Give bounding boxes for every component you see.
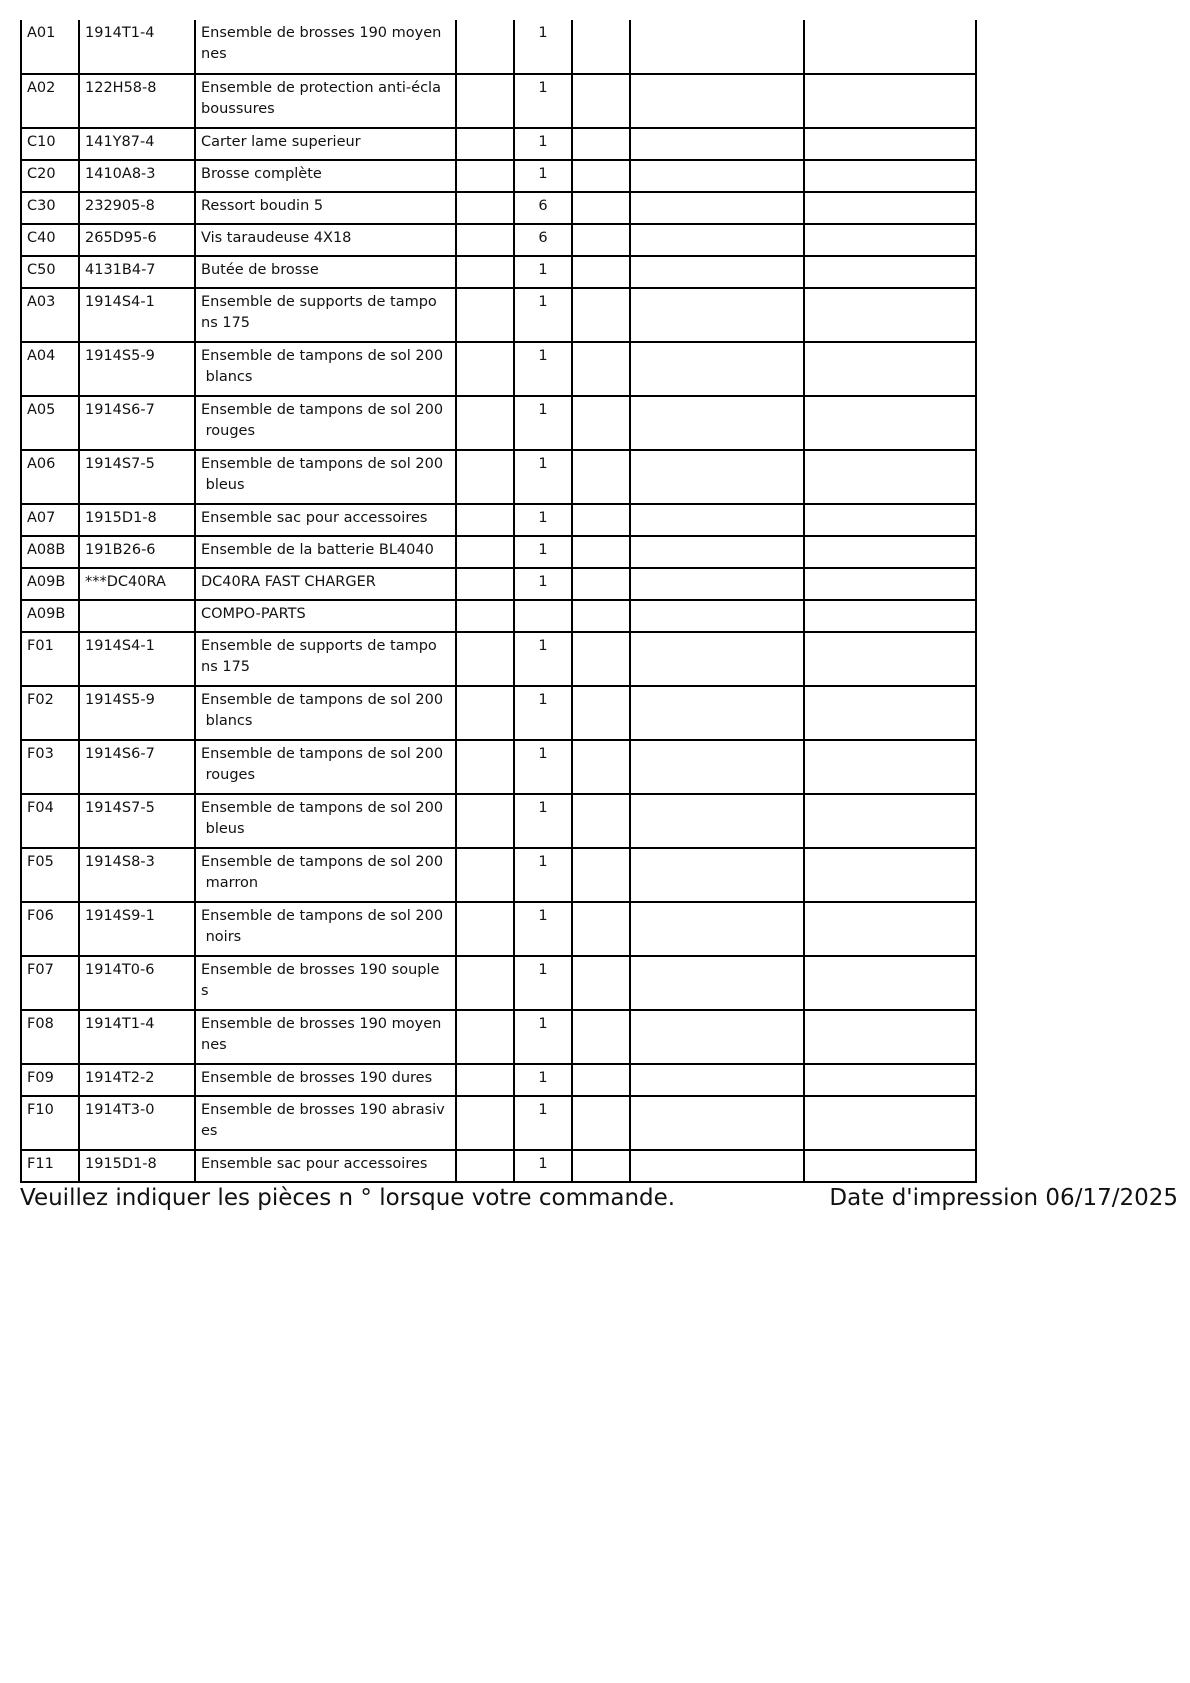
cell-part-number: 1914T3-0	[79, 1096, 195, 1150]
table-row	[21, 848, 976, 902]
table-row	[21, 686, 976, 740]
cell-ref: A09B	[21, 568, 79, 600]
cell-empty	[572, 848, 630, 902]
cell-description: Ensemble de brosses 190 moyen nes	[195, 20, 456, 74]
cell-empty	[572, 192, 630, 224]
cell-empty	[630, 256, 804, 288]
cell-description: Ensemble de la batterie BL4040	[195, 536, 456, 568]
cell-quantity: 1	[514, 740, 572, 794]
cell-ref: C20	[21, 160, 79, 192]
cell-ref: C40	[21, 224, 79, 256]
cell-ref: A09B	[21, 600, 79, 632]
cell-empty	[572, 956, 630, 1010]
cell-empty	[804, 128, 976, 160]
cell-description: Ensemble de brosses 190 dures	[195, 1064, 456, 1096]
cell-empty	[804, 342, 976, 396]
cell-empty	[456, 504, 514, 536]
table-row	[21, 568, 976, 600]
cell-quantity: 1	[514, 160, 572, 192]
parts-table-body	[21, 20, 976, 1182]
cell-empty	[630, 1096, 804, 1150]
cell-quantity	[514, 600, 572, 632]
cell-empty	[456, 600, 514, 632]
cell-empty	[456, 256, 514, 288]
cell-part-number: 141Y87-4	[79, 128, 195, 160]
cell-ref: F03	[21, 740, 79, 794]
cell-empty	[456, 848, 514, 902]
cell-empty	[456, 288, 514, 342]
cell-description: Ensemble de tampons de sol 200 bleus	[195, 450, 456, 504]
cell-ref: F09	[21, 1064, 79, 1096]
cell-empty	[630, 848, 804, 902]
table-row	[21, 160, 976, 192]
cell-empty	[630, 74, 804, 128]
cell-empty	[630, 536, 804, 568]
cell-empty	[804, 396, 976, 450]
cell-ref: A04	[21, 342, 79, 396]
cell-ref: C10	[21, 128, 79, 160]
cell-empty	[804, 74, 976, 128]
cell-description: Ensemble sac pour accessoires	[195, 1150, 456, 1182]
table-row	[21, 224, 976, 256]
cell-empty	[456, 956, 514, 1010]
cell-empty	[572, 160, 630, 192]
cell-empty	[630, 794, 804, 848]
cell-empty	[572, 794, 630, 848]
cell-description: Ensemble de tampons de sol 200 rouges	[195, 740, 456, 794]
cell-empty	[804, 288, 976, 342]
cell-description: DC40RA FAST CHARGER	[195, 568, 456, 600]
cell-part-number: 1914S7-5	[79, 794, 195, 848]
cell-empty	[456, 632, 514, 686]
cell-empty	[456, 192, 514, 224]
cell-empty	[572, 1096, 630, 1150]
cell-empty	[630, 686, 804, 740]
cell-empty	[456, 160, 514, 192]
cell-part-number: 1914S4-1	[79, 632, 195, 686]
cell-description: Ensemble de tampons de sol 200 bleus	[195, 794, 456, 848]
cell-description: COMPO-PARTS	[195, 600, 456, 632]
cell-quantity: 1	[514, 20, 572, 74]
cell-empty	[456, 342, 514, 396]
table-row	[21, 504, 976, 536]
order-note: Veuillez indiquer les pièces n ° lorsque votre commande.	[20, 1185, 676, 1211]
cell-empty	[630, 740, 804, 794]
cell-empty	[456, 20, 514, 74]
cell-ref: F01	[21, 632, 79, 686]
cell-ref: C30	[21, 192, 79, 224]
cell-empty	[456, 224, 514, 256]
cell-part-number: 1914S8-3	[79, 848, 195, 902]
cell-part-number: 1410A8-3	[79, 160, 195, 192]
cell-empty	[456, 536, 514, 568]
cell-empty	[456, 902, 514, 956]
cell-empty	[630, 128, 804, 160]
cell-ref: F08	[21, 1010, 79, 1064]
parts-table	[20, 20, 977, 1183]
cell-quantity: 1	[514, 632, 572, 686]
cell-empty	[630, 192, 804, 224]
table-row	[21, 192, 976, 224]
cell-empty	[572, 504, 630, 536]
cell-quantity: 1	[514, 794, 572, 848]
cell-empty	[572, 128, 630, 160]
cell-part-number: 1914S7-5	[79, 450, 195, 504]
cell-ref: A02	[21, 74, 79, 128]
cell-part-number: 1914S5-9	[79, 342, 195, 396]
cell-empty	[804, 504, 976, 536]
cell-empty	[630, 224, 804, 256]
cell-quantity: 1	[514, 1096, 572, 1150]
cell-ref: A05	[21, 396, 79, 450]
cell-quantity: 1	[514, 128, 572, 160]
cell-ref: C50	[21, 256, 79, 288]
cell-empty	[630, 600, 804, 632]
table-row	[21, 288, 976, 342]
cell-description: Ensemble de tampons de sol 200 rouges	[195, 396, 456, 450]
cell-empty	[456, 74, 514, 128]
cell-empty	[572, 256, 630, 288]
cell-empty	[630, 1010, 804, 1064]
cell-quantity: 1	[514, 504, 572, 536]
cell-empty	[804, 256, 976, 288]
cell-quantity: 1	[514, 1150, 572, 1182]
cell-empty	[456, 1010, 514, 1064]
cell-empty	[572, 536, 630, 568]
print-date: Date d'impression 06/17/2025	[829, 1185, 1178, 1211]
table-row	[21, 1064, 976, 1096]
table-row	[21, 342, 976, 396]
cell-description: Ressort boudin 5	[195, 192, 456, 224]
cell-quantity: 1	[514, 848, 572, 902]
cell-empty	[630, 1064, 804, 1096]
table-row	[21, 128, 976, 160]
cell-ref: A03	[21, 288, 79, 342]
cell-empty	[630, 396, 804, 450]
cell-ref: F10	[21, 1096, 79, 1150]
cell-empty	[572, 632, 630, 686]
cell-empty	[804, 20, 976, 74]
cell-empty	[456, 740, 514, 794]
cell-ref: A06	[21, 450, 79, 504]
cell-empty	[456, 1096, 514, 1150]
cell-quantity: 1	[514, 450, 572, 504]
cell-quantity: 1	[514, 256, 572, 288]
cell-empty	[456, 686, 514, 740]
cell-quantity: 6	[514, 224, 572, 256]
cell-quantity: 1	[514, 536, 572, 568]
cell-empty	[572, 342, 630, 396]
cell-empty	[630, 288, 804, 342]
cell-quantity: 1	[514, 396, 572, 450]
cell-description: Ensemble de tampons de sol 200 blancs	[195, 342, 456, 396]
cell-ref: F06	[21, 902, 79, 956]
cell-part-number: 1914S9-1	[79, 902, 195, 956]
cell-description: Brosse complète	[195, 160, 456, 192]
cell-part-number: 232905-8	[79, 192, 195, 224]
cell-part-number: 1914S5-9	[79, 686, 195, 740]
cell-empty	[804, 848, 976, 902]
cell-description: Ensemble de supports de tampo ns 175	[195, 288, 456, 342]
table-row	[21, 1150, 976, 1182]
cell-description: Butée de brosse	[195, 256, 456, 288]
cell-part-number	[79, 600, 195, 632]
cell-empty	[572, 1150, 630, 1182]
cell-quantity: 1	[514, 902, 572, 956]
cell-quantity: 1	[514, 74, 572, 128]
cell-empty	[804, 536, 976, 568]
cell-description: Ensemble de brosses 190 abrasiv es	[195, 1096, 456, 1150]
cell-quantity: 1	[514, 956, 572, 1010]
cell-ref: A01	[21, 20, 79, 74]
cell-empty	[804, 686, 976, 740]
cell-description: Ensemble de brosses 190 souple s	[195, 956, 456, 1010]
cell-empty	[630, 632, 804, 686]
cell-empty	[572, 740, 630, 794]
cell-empty	[630, 160, 804, 192]
cell-empty	[804, 568, 976, 600]
table-row	[21, 20, 976, 74]
cell-empty	[572, 568, 630, 600]
cell-empty	[572, 902, 630, 956]
cell-part-number: ***DC40RA	[79, 568, 195, 600]
table-row	[21, 536, 976, 568]
cell-empty	[572, 20, 630, 74]
cell-empty	[572, 224, 630, 256]
cell-empty	[456, 450, 514, 504]
cell-quantity: 1	[514, 686, 572, 740]
cell-empty	[456, 794, 514, 848]
cell-empty	[804, 192, 976, 224]
cell-ref: F04	[21, 794, 79, 848]
table-row	[21, 74, 976, 128]
cell-empty	[630, 20, 804, 74]
cell-description: Ensemble sac pour accessoires	[195, 504, 456, 536]
cell-part-number: 265D95-6	[79, 224, 195, 256]
cell-description: Vis taraudeuse 4X18	[195, 224, 456, 256]
cell-description: Carter lame superieur	[195, 128, 456, 160]
cell-empty	[630, 568, 804, 600]
cell-part-number: 1915D1-8	[79, 1150, 195, 1182]
cell-empty	[630, 1150, 804, 1182]
table-row	[21, 1010, 976, 1064]
cell-empty	[804, 224, 976, 256]
cell-empty	[572, 288, 630, 342]
cell-empty	[804, 1010, 976, 1064]
table-row	[21, 902, 976, 956]
cell-quantity: 1	[514, 1010, 572, 1064]
cell-empty	[572, 74, 630, 128]
cell-empty	[804, 600, 976, 632]
cell-ref: A08B	[21, 536, 79, 568]
cell-empty	[804, 632, 976, 686]
cell-part-number: 1914T1-4	[79, 20, 195, 74]
cell-description: Ensemble de protection anti-écla boussures	[195, 74, 456, 128]
cell-empty	[572, 686, 630, 740]
cell-empty	[804, 794, 976, 848]
cell-part-number: 1914T2-2	[79, 1064, 195, 1096]
cell-empty	[804, 160, 976, 192]
cell-empty	[804, 1096, 976, 1150]
cell-empty	[630, 956, 804, 1010]
cell-empty	[456, 1150, 514, 1182]
cell-ref: A07	[21, 504, 79, 536]
cell-empty	[804, 450, 976, 504]
cell-ref: F02	[21, 686, 79, 740]
cell-description: Ensemble de tampons de sol 200 blancs	[195, 686, 456, 740]
cell-empty	[804, 902, 976, 956]
cell-empty	[630, 902, 804, 956]
table-row	[21, 1096, 976, 1150]
cell-part-number: 1914T0-6	[79, 956, 195, 1010]
cell-part-number: 1915D1-8	[79, 504, 195, 536]
cell-empty	[804, 956, 976, 1010]
table-row	[21, 600, 976, 632]
cell-empty	[572, 1010, 630, 1064]
cell-empty	[804, 740, 976, 794]
cell-ref: F07	[21, 956, 79, 1010]
cell-description: Ensemble de tampons de sol 200 noirs	[195, 902, 456, 956]
cell-part-number: 122H58-8	[79, 74, 195, 128]
cell-ref: F11	[21, 1150, 79, 1182]
table-row	[21, 632, 976, 686]
cell-ref: F05	[21, 848, 79, 902]
cell-part-number: 191B26-6	[79, 536, 195, 568]
cell-empty	[630, 342, 804, 396]
cell-empty	[456, 1064, 514, 1096]
table-row	[21, 256, 976, 288]
cell-empty	[572, 1064, 630, 1096]
cell-empty	[456, 568, 514, 600]
cell-description: Ensemble de tampons de sol 200 marron	[195, 848, 456, 902]
cell-empty	[630, 450, 804, 504]
cell-quantity: 1	[514, 1064, 572, 1096]
cell-empty	[630, 504, 804, 536]
cell-quantity: 6	[514, 192, 572, 224]
cell-empty	[804, 1150, 976, 1182]
cell-empty	[456, 128, 514, 160]
cell-description: Ensemble de brosses 190 moyen nes	[195, 1010, 456, 1064]
table-row	[21, 794, 976, 848]
cell-quantity: 1	[514, 568, 572, 600]
table-row	[21, 956, 976, 1010]
cell-part-number: 1914T1-4	[79, 1010, 195, 1064]
cell-part-number: 1914S6-7	[79, 396, 195, 450]
cell-part-number: 4131B4-7	[79, 256, 195, 288]
table-row	[21, 740, 976, 794]
cell-quantity: 1	[514, 288, 572, 342]
cell-empty	[804, 1064, 976, 1096]
cell-quantity: 1	[514, 342, 572, 396]
cell-part-number: 1914S4-1	[79, 288, 195, 342]
cell-empty	[572, 396, 630, 450]
cell-part-number: 1914S6-7	[79, 740, 195, 794]
table-row	[21, 450, 976, 504]
cell-description: Ensemble de supports de tampo ns 175	[195, 632, 456, 686]
table-row	[21, 396, 976, 450]
cell-empty	[572, 450, 630, 504]
cell-empty	[456, 396, 514, 450]
cell-empty	[572, 600, 630, 632]
